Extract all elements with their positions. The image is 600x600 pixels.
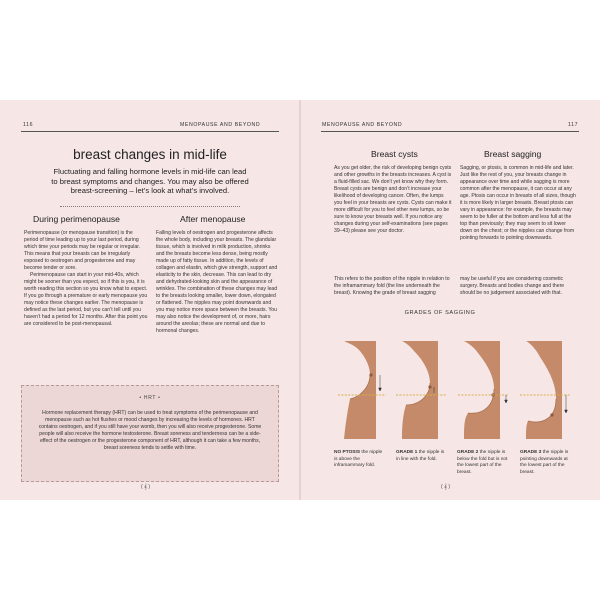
hrt-callout [21, 385, 279, 482]
page-number-right: 117 [568, 122, 579, 128]
column-breast-cysts [334, 165, 453, 235]
heading-breast-sagging: Breast sagging [484, 149, 542, 159]
running-head-left: MENOPAUSE AND BEYOND [180, 122, 261, 128]
paragraph: Perimenopause (or menopause transition) is the period of time leading up to your last period, during which time your periods may be regular or irregular. This means that your breasts can be irregularly exposed to oestrogen and progesterone and may become tender or sore. [24, 230, 141, 271]
grade-caption-grade-3 [520, 450, 572, 476]
paragraph: Falling levels of oestrogen and progesterone affects the whole body, including your breasts. The glandular tissue, which is involved in milk production, shrinks and the breasts become less dense, being mostly made up of fatty tissue. In addition, the levels of collagen and elastin, which give strength, support and elasticity to the skin, decrease. This can lead to dry and dehydrated-looking skin and the appearance of wrinkles. The combination of these changes may lead to the breasts looking smaller, lower down, elongated or flattened. The nipples may point downwards and you may notice more space between the breasts. You may also notice the development of, or more, hairs around the areolas; these are normal and due to hormonal changes. [156, 230, 278, 334]
sagging-text-left: This refers to the position of the nipple in relation to the inframammary fold (the line underneath the breast). Knowing the grade of breast sagging [334, 276, 450, 296]
heading-perimenopause: During perimenopause [33, 214, 120, 224]
grade-desc: the nipple is pointing downwards at the lowest part of the breast. [520, 450, 569, 475]
grade-desc: the nipple is above the inframammary fold. [334, 450, 383, 469]
figure-grade-2 [464, 341, 500, 439]
paragraph: Sagging, or ptosis, is common in mid-life and later. Just like the rest of you, your breasts change in appearance over time and while sagging is more common after the menopause, it can occur at any age. Ptosis can occur in breasts of all sizes, though it is more likely in larger breasts. Breast ptosis can vary in appearance: for example, the breasts may seem to be fuller at the bottom and less full at the top than previously; they may seem to sit lower down on the chest; or the nipples can change from pointing forwards to pointing downwards. [460, 165, 576, 241]
grade-caption-grade-2 [457, 450, 509, 476]
figure-no-ptosis [344, 341, 376, 439]
running-head-right: MENOPAUSE AND BEYOND [322, 122, 403, 128]
folio-left: ( 𝄞 ) [141, 484, 151, 490]
grades-title: GRADES OF SAGGING [404, 310, 476, 316]
page-title: breast changes in mid-life [73, 147, 227, 162]
grade-caption-no-ptosis [334, 450, 386, 470]
column-breast-sagging [460, 165, 578, 242]
gutter [299, 100, 301, 500]
grade-desc: the nipple is in line with the fold. [396, 450, 445, 462]
column-perimenopause [24, 230, 148, 328]
divider-dotted [60, 206, 240, 207]
column-after-menopause [156, 230, 278, 335]
paragraph: Perimenopause can start in your mid-40s, which might be sooner than you expect, so if this is you, it is worth reading this section so you know what to expect. If you go through a premature or early menopause you may notice these changes earlier. The menopause is defined as the last period, but you can’t tell until you haven’t had a period for 12 months. After this point you are considered to be post-menopausal. [24, 272, 148, 327]
grade-name: GRADE 2 [457, 450, 480, 455]
grades-illustration [330, 335, 590, 445]
figure-grade-1 [402, 341, 438, 439]
header-rule-right [321, 131, 579, 132]
hrt-label: • HRT • [139, 395, 161, 401]
page-number-left: 116 [23, 122, 34, 128]
grade-name: GRADE 1 [396, 450, 419, 455]
paragraph: As you get older, the risk of developing benign cysts and other growths in the breasts increases. A cyst is a fluid-filled sac. We don’t yet know why they form. Breast cysts are benign and don’t increase your likelihood of developing cancer. Often, the lumps you feel in your breasts are cysts. Cysts can make it more difficult for you to feel other new lumps, so be sure to know your breasts well. If you notice any changes during your self-examinations (see pages 39–43) please see your doctor. [334, 165, 452, 234]
lede: Fluctuating and falling hormone levels in mid-life can lead to breast symptoms and changes. You may also be offered breast-screening – let’s look at what’s involved. [51, 167, 249, 196]
grade-name: NO PTOSIS [334, 450, 362, 455]
heading-after-menopause: After menopause [180, 214, 246, 224]
sagging-text-right: may be useful if you are considering cosmetic surgery. Breasts and bodies change and there should be no judgement associated with that. [460, 276, 565, 296]
heading-breast-cysts: Breast cysts [371, 149, 418, 159]
grade-name: GRADE 3 [520, 450, 543, 455]
hrt-text: Hormone replacement therapy (HRT) can be used to treat symptoms of the perimenopause and menopause such as hot flushes or mood changes by increasing the levels of hormones. HRT contains oestrogen, and if you still have your womb, then you will also receive progesterone. Some people will also receive the hormone testosterone. Breast soreness and tenderness can be a side-effect of the oestrogen or the progesterone component of HRT, although it can take a few months, breast soreness tends to settle with time. [38, 410, 262, 451]
figure-grade-3 [526, 341, 562, 439]
grade-caption-grade-1 [396, 450, 448, 463]
grade-desc: the nipple is below the fold but is not the lowest part of the breast. [457, 450, 508, 475]
header-rule-left [21, 131, 279, 132]
folio-right: ( 𝄞 ) [441, 484, 451, 490]
